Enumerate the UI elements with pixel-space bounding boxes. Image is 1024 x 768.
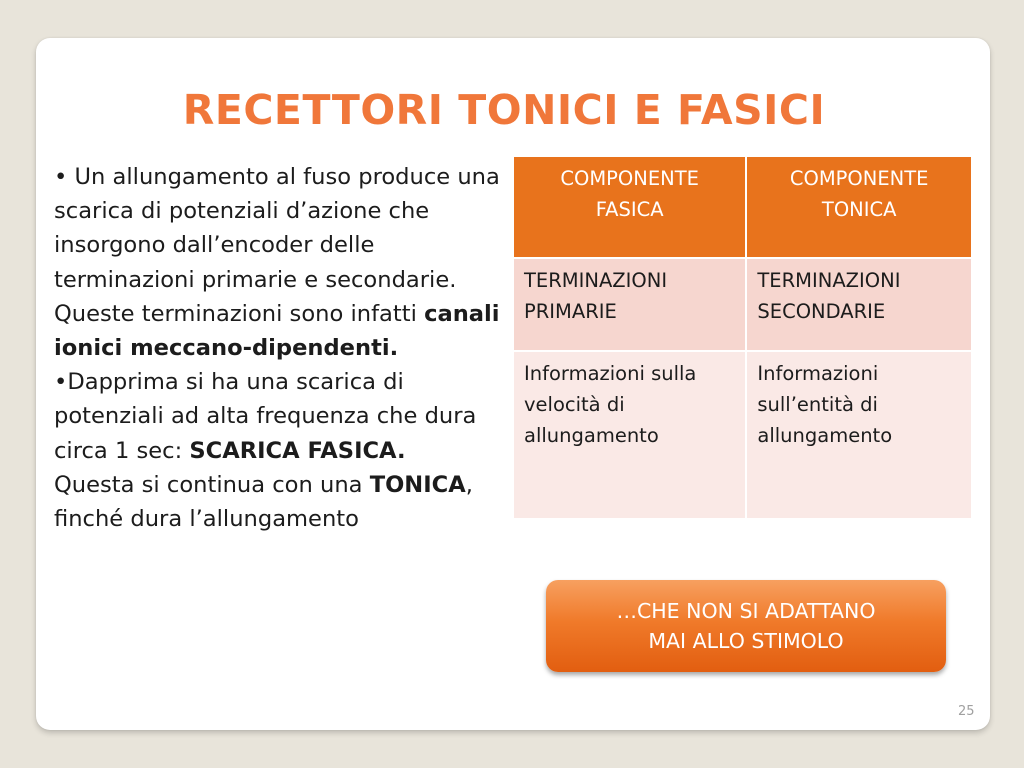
body-text bbox=[54, 160, 504, 536]
table-header-cell: COMPONENTE FASICA bbox=[513, 156, 746, 258]
table-cell: Informazioni sull’entità di allungamento bbox=[746, 351, 972, 519]
callout-line-2: MAI ALLO STIMOLO bbox=[648, 629, 844, 653]
paragraph-1 bbox=[54, 160, 504, 365]
bullet: • bbox=[54, 369, 68, 396]
paragraph-3-tail: , finché dura l’allungamento bbox=[54, 471, 473, 533]
callout-line-1: …CHE NON SI ADATTANO bbox=[616, 599, 876, 623]
slide-title: RECETTORI TONICI E FASICI bbox=[182, 86, 826, 134]
paragraph-3-bold: TONICA bbox=[369, 471, 466, 498]
paragraph-3-text: Questa si continua con una bbox=[54, 471, 370, 498]
comparison-table bbox=[512, 155, 973, 520]
paragraph-1-bold: canali ionici meccano-dipendenti. bbox=[54, 300, 500, 362]
paragraph-3 bbox=[54, 468, 504, 536]
paragraph-2-text: Dapprima si ha una scarica di potenziali ad alta frequenza che dura circa 1 sec: bbox=[54, 369, 477, 464]
table-header-cell: COMPONENTE TONICA bbox=[746, 156, 972, 258]
page-number: 25 bbox=[958, 704, 975, 719]
table-cell: TERMINAZIONI SECONDARIE bbox=[746, 258, 972, 351]
table-cell: Informazioni sulla velocità di allungamento bbox=[513, 351, 746, 519]
bullet: • bbox=[54, 164, 68, 190]
paragraph-2-bold: SCARICA FASICA. bbox=[189, 437, 406, 464]
paragraph-2 bbox=[54, 365, 504, 468]
table-cell: TERMINAZIONI PRIMARIE bbox=[513, 258, 746, 351]
table-header-row bbox=[513, 156, 972, 258]
callout-button[interactable] bbox=[546, 580, 946, 672]
table-row bbox=[513, 351, 972, 519]
paragraph-1-text: Un allungamento al fuso produce una scarica di potenziali d’azione che insorgono dall’encoder delle terminazioni primarie e secondarie. Queste terminazioni sono infatti bbox=[54, 164, 500, 327]
table-row bbox=[513, 258, 972, 351]
